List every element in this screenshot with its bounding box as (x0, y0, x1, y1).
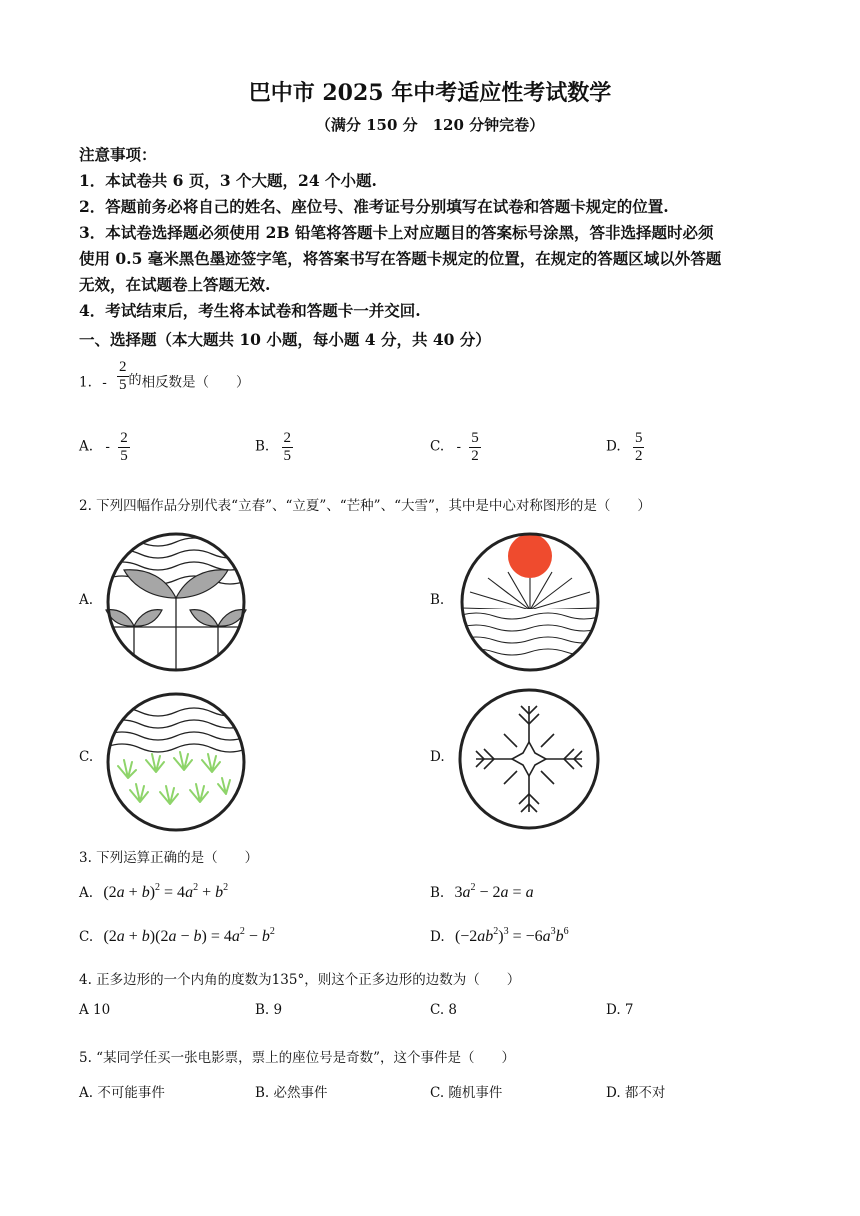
option-fraction (633, 430, 645, 464)
option-label: A. (79, 438, 94, 455)
q1-option-d[interactable] (606, 430, 644, 464)
q1-option-c[interactable] (430, 430, 481, 464)
q5-option-c[interactable]: C. 随机事件 (430, 1085, 503, 1101)
q1-fraction (117, 359, 129, 393)
q3-option-d[interactable] (430, 928, 569, 946)
option-label: D. (430, 929, 445, 945)
option-fraction (118, 430, 130, 464)
q1-text: 相反数是（ ） (141, 374, 250, 391)
option-sign: - (105, 438, 110, 455)
note-item-3-line-2: 使用 0.5 毫米黑色墨迹签字笔，将答案书写在答题卡规定的位置，在规定的答题区域以外答题 (79, 249, 722, 268)
q5-option-b[interactable]: B. 必然事件 (255, 1085, 328, 1101)
note-item-4: 4．考试结束后，考生将本试卷和答题卡一并交回. (79, 301, 421, 320)
q3-formula-b: $3a^2 - 2a = a$ (454, 882, 534, 901)
option-label: B. (255, 438, 270, 455)
figure-d-daxue[interactable] (456, 686, 602, 832)
q3-formula-a: $(2a + b)^2 = 4a^2 + b^2$ (103, 882, 229, 901)
q4-option-b[interactable]: B. 9 (255, 1002, 283, 1018)
option-label: A. (79, 885, 94, 901)
q1-number: 1. (79, 374, 92, 391)
q5-option-a[interactable]: A. 不可能事件 (79, 1085, 165, 1101)
note-item-2: 2．答题前务必将自己的姓名、座位号、准考证号分别填写在试卷和答题卡规定的位置. (79, 197, 669, 216)
note-item-3-line-3: 无效，在试题卷上答题无效. (79, 275, 271, 294)
q1-de: 的 (128, 372, 142, 388)
q4-option-a[interactable]: A 10 (79, 1002, 111, 1018)
option-fraction (282, 430, 294, 464)
q3-option-b[interactable] (430, 884, 534, 902)
q1-fraction-num: 2 (119, 359, 127, 375)
question-3: 3. 下列运算正确的是（ ） (79, 850, 259, 866)
q1-fraction-den: 5 (119, 376, 127, 393)
question-2: 2. 下列四幅作品分别代表“立春”、“立夏”、“芒种”、“大雪”，其中是中心对称图形的是（ ） (79, 498, 651, 514)
option-fraction (469, 430, 481, 464)
sun (508, 534, 552, 578)
option-label: D. (606, 438, 621, 455)
fraction-den: 5 (283, 447, 292, 464)
note-item-3-line-1: 3．本试卷选择题必须使用 2B 铅笔将答题卡上对应题目的答案标号涂黑，答非选择题时必须 (79, 223, 714, 242)
q2-label-d[interactable]: D. (430, 749, 445, 765)
page-title: 巴中市 2025 年中考适应性考试数学 (248, 80, 612, 106)
q2-label-a[interactable]: A. (79, 592, 94, 608)
note-item-1: 1．本试卷共 6 页，3 个大题，24 个小题. (79, 171, 377, 190)
q4-option-d[interactable]: D. 7 (606, 1002, 634, 1018)
question-1 (79, 359, 250, 400)
fraction-num: 2 (120, 430, 128, 446)
page-subtitle: （满分 150 分 120 分钟完卷） (315, 116, 545, 134)
fraction-num: 5 (634, 430, 643, 446)
fraction-num: 5 (471, 430, 479, 446)
fraction-den: 5 (120, 447, 128, 464)
question-4: 4. 正多边形的一个内角的度数为135°，则这个正多边形的边数为（ ） (79, 972, 521, 988)
q5-option-d[interactable]: D. 都不对 (606, 1085, 666, 1101)
q1-option-a[interactable] (79, 430, 130, 464)
q1-minus: - (102, 374, 107, 391)
figure-c-mangzhong[interactable] (104, 690, 248, 834)
question-5: 5. “某同学任买一张电影票，票上的座位号是奇数”，这个事件是（ ） (79, 1050, 515, 1066)
fraction-den: 2 (471, 447, 479, 464)
q3-option-c[interactable] (79, 928, 275, 946)
snowflake (476, 706, 582, 812)
q4-option-c[interactable]: C. 8 (430, 1002, 458, 1018)
option-label: B. (430, 885, 445, 901)
option-sign: - (456, 438, 461, 455)
figure-a-lichun[interactable] (104, 530, 248, 674)
grass (118, 752, 230, 804)
option-label: C. (430, 438, 445, 455)
option-label: C. (79, 929, 94, 945)
q2-label-b[interactable]: B. (430, 592, 445, 608)
fraction-den: 2 (634, 447, 643, 464)
q2-label-c[interactable]: C. (79, 749, 94, 765)
fraction-num: 2 (283, 430, 292, 446)
q3-formula-d: $(-2ab^2)^3 = -6a^3b^6$ (454, 926, 569, 945)
q3-formula-c: $(2a + b)(2a - b) = 4a^2 - b^2$ (103, 926, 275, 945)
figure-b-lixia[interactable] (458, 530, 602, 674)
section-1-heading: 一、选择题（本大题共 10 小题，每小题 4 分，共 40 分） (79, 330, 491, 349)
notes-heading: 注意事项： (79, 145, 157, 164)
q1-option-b[interactable] (255, 430, 293, 464)
q3-option-a[interactable] (79, 884, 228, 902)
